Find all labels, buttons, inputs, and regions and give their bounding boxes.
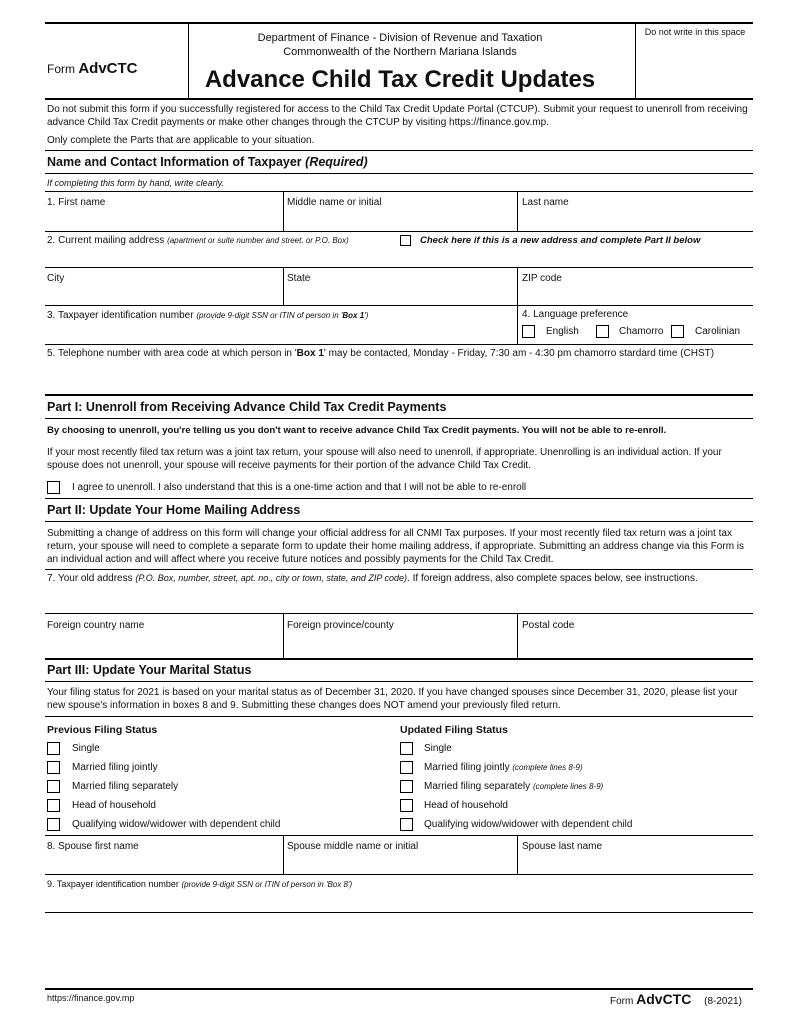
tin-label: 3. Taxpayer identification number (provide 9-digit SSN or ITIN of person in 'Box 1') bbox=[47, 310, 369, 321]
zip-label: ZIP code bbox=[522, 273, 562, 284]
zip-field[interactable] bbox=[518, 267, 753, 305]
tin-row-bottom-rule bbox=[45, 344, 753, 345]
updated-status-heading: Updated Filing Status bbox=[400, 724, 508, 736]
upd-head-checkbox[interactable] bbox=[400, 799, 413, 812]
language-carolinian-label: Carolinian bbox=[695, 326, 741, 337]
upd-single-label: Single bbox=[424, 743, 452, 754]
part3-paragraph: Your filing status for 2021 is based on your marital status as of December 31, 2020. If you have changed spouses since December 31, 2020, please list your new spouse's information in boxes 8 and 9. Submitting these changes does NOT amend your previously filed return. bbox=[47, 687, 738, 711]
upd-joint-label: Married filing jointly (complete lines 8-9) bbox=[424, 762, 583, 773]
state-label: State bbox=[287, 273, 311, 284]
contact-heading: Name and Contact Information of Taxpayer (Required) bbox=[47, 155, 368, 169]
prev-joint-label: Married filing jointly bbox=[72, 762, 158, 773]
foreign-country-label: Foreign country name bbox=[47, 620, 145, 631]
footer-revision: (8-2021) bbox=[704, 996, 742, 1007]
old-address-field[interactable] bbox=[45, 587, 753, 613]
foreign-country-field[interactable] bbox=[45, 613, 283, 658]
prev-widow-label: Qualifying widow/widower with dependent child bbox=[72, 819, 281, 830]
new-address-check-label: Check here if this is a new address and complete Part II below bbox=[420, 235, 701, 246]
contact-heading-top-rule bbox=[45, 150, 753, 151]
footer-url: https://finance.gov.mp bbox=[47, 993, 135, 1003]
spouse-middle-label: Spouse middle name or initial bbox=[287, 841, 419, 852]
language-chamorro-label: Chamorro bbox=[619, 326, 664, 337]
header-bottom-rule bbox=[45, 98, 753, 100]
part1-top-rule bbox=[45, 394, 753, 396]
tin-note: (provide 9-digit SSN or ITIN of person in 'Box 1') bbox=[196, 311, 369, 320]
mailing-address-label: 2. Current mailing address (apartment or suite number and street, or P.O. Box) bbox=[47, 235, 349, 246]
prev-single-checkbox[interactable] bbox=[47, 742, 60, 755]
language-english-checkbox[interactable] bbox=[522, 325, 535, 338]
old-address-note: (P.O. Box, number, street, apt. no., city or town, state, and ZIP code) bbox=[135, 573, 408, 583]
prev-separate-label: Married filing separately bbox=[72, 781, 179, 792]
part2-top-rule bbox=[45, 498, 753, 499]
form-label: Form bbox=[47, 62, 75, 76]
spouse-tin-note: (provide 9-digit SSN or ITIN of person in 'Box 8') bbox=[181, 880, 353, 889]
upd-separate-note: (complete lines 8-9) bbox=[532, 782, 604, 791]
part1-heading: Part I: Unenroll from Receiving Advance Child Tax Credit Payments bbox=[47, 400, 447, 414]
footer-rule bbox=[45, 988, 753, 990]
form-id bbox=[47, 60, 138, 77]
upd-separate-checkbox[interactable] bbox=[400, 780, 413, 793]
old-address-label: 7. Your old address (P.O. Box, number, street, apt. no., city or town, state, and ZIP code). If foreign address, also complete spaces below, see instructions. bbox=[47, 573, 698, 584]
prev-separate-checkbox[interactable] bbox=[47, 780, 60, 793]
prev-head-checkbox[interactable] bbox=[47, 799, 60, 812]
hand-write-note: If completing this form by hand, write clearly. bbox=[47, 178, 224, 188]
previous-status-heading: Previous Filing Status bbox=[47, 724, 158, 736]
new-address-checkbox[interactable] bbox=[400, 235, 411, 246]
language-chamorro-checkbox[interactable] bbox=[596, 325, 609, 338]
footer-form-id: Form AdvCTC (8-2021) bbox=[610, 991, 742, 1007]
part1-paragraph: If your most recently filed tax return was a joint tax return, your spouse will also need to unenroll, if appropriate. Unenrolling is an individual action. If your spouse does not unenroll, your spouse will receive payments for their portion of the advance Child Tax Credit. bbox=[47, 447, 722, 471]
page-title: Advance Child Tax Credit Updates bbox=[204, 66, 596, 93]
foreign-province-label: Foreign province/county bbox=[287, 620, 394, 631]
department-line-2: Commonwealth of the Northern Mariana Islands bbox=[283, 46, 517, 58]
language-carolinian-checkbox[interactable] bbox=[671, 325, 684, 338]
part2-heading: Part II: Update Your Home Mailing Address bbox=[47, 503, 301, 517]
postal-code-label: Postal code bbox=[522, 620, 575, 631]
part2-heading-rule bbox=[45, 521, 753, 522]
prev-joint-checkbox[interactable] bbox=[47, 761, 60, 774]
spouse-first-label: 8. Spouse first name bbox=[47, 841, 139, 852]
upd-widow-label: Qualifying widow/widower with dependent child bbox=[424, 819, 633, 830]
upd-joint-note: (complete lines 8-9) bbox=[512, 763, 583, 772]
spouse-middle-field[interactable] bbox=[284, 835, 517, 874]
part1-heading-rule bbox=[45, 418, 753, 419]
first-name-field[interactable] bbox=[45, 191, 283, 231]
header-divider-right bbox=[635, 22, 636, 99]
phone-field[interactable] bbox=[45, 362, 753, 394]
spouse-first-field[interactable] bbox=[45, 835, 283, 874]
mailing-address-note: (apartment or suite number and street, or P.O. Box) bbox=[167, 236, 349, 245]
office-use-box: Do not write in this space bbox=[644, 27, 746, 37]
spouse-tin-bottom-rule bbox=[45, 912, 753, 913]
foreign-province-field[interactable] bbox=[284, 613, 517, 658]
city-label: City bbox=[47, 273, 65, 284]
spouse-last-field[interactable] bbox=[518, 835, 753, 874]
part1-bold-statement: By choosing to unenroll, you're telling us you don't want to receive advance Child Tax Credit payments. You will not be able to re-enroll. bbox=[47, 425, 667, 436]
prev-widow-checkbox[interactable] bbox=[47, 818, 60, 831]
part2-para-rule bbox=[45, 569, 753, 570]
required-note: (Required) bbox=[305, 155, 368, 169]
header-divider-left bbox=[188, 22, 189, 99]
upd-joint-checkbox[interactable] bbox=[400, 761, 413, 774]
prev-single-label: Single bbox=[72, 743, 100, 754]
intro-paragraph: Do not submit this form if you successfully registered for access to the Child Tax Credit Update Portal (CTCUP). Submit your request to unenroll from receiving advance Child Tax Credit payments or make other changes through the CTCUP by visiting https://finance.gov.mp. bbox=[47, 104, 748, 128]
spouse-row-bottom-rule bbox=[45, 874, 753, 875]
last-name-field[interactable] bbox=[518, 191, 753, 231]
upd-widow-checkbox[interactable] bbox=[400, 818, 413, 831]
contact-heading-bottom-rule bbox=[45, 173, 753, 174]
first-name-label: 1. First name bbox=[47, 197, 106, 208]
spouse-last-label: Spouse last name bbox=[522, 841, 603, 852]
part3-heading: Part III: Update Your Marital Status bbox=[47, 663, 252, 677]
upd-single-checkbox[interactable] bbox=[400, 742, 413, 755]
last-name-label: Last name bbox=[522, 197, 569, 208]
prev-head-label: Head of household bbox=[72, 800, 156, 811]
tin-field[interactable] bbox=[45, 305, 517, 344]
header-top-rule bbox=[45, 22, 753, 24]
part3-heading-rule bbox=[45, 681, 753, 682]
spouse-tin-field[interactable] bbox=[45, 892, 753, 912]
name-row-bottom-rule bbox=[45, 231, 753, 232]
postal-code-field[interactable] bbox=[518, 613, 753, 658]
form-name: AdvCTC bbox=[78, 60, 138, 77]
footer-form-name: AdvCTC bbox=[636, 991, 692, 1007]
language-label: 4. Language preference bbox=[522, 309, 629, 320]
part3-top-rule bbox=[45, 658, 753, 660]
unenroll-agree-checkbox[interactable] bbox=[47, 481, 60, 494]
unenroll-agree-label: I agree to unenroll. I also understand that this is a one-time action and that I will not be able to re-enroll bbox=[72, 482, 527, 493]
upd-separate-label: Married filing separately (complete lines 8-9) bbox=[424, 781, 604, 792]
mailing-address-field[interactable] bbox=[45, 247, 753, 267]
language-english-label: English bbox=[546, 326, 579, 337]
upd-head-label: Head of household bbox=[424, 800, 508, 811]
middle-name-label: Middle name or initial bbox=[287, 197, 382, 208]
city-field[interactable] bbox=[45, 267, 283, 305]
department-line-1: Department of Finance - Division of Revenue and Taxation bbox=[257, 32, 543, 44]
intro-parts-note: Only complete the Parts that are applicable to your situation. bbox=[47, 135, 315, 146]
part3-para-rule bbox=[45, 716, 753, 717]
state-field[interactable] bbox=[284, 267, 517, 305]
middle-name-field[interactable] bbox=[284, 191, 517, 231]
phone-label: 5. Telephone number with area code at which person in 'Box 1' may be contacted, Monday - Friday, 7:30 am - 4:30 pm chamorro stardard time (CHST) bbox=[47, 348, 715, 359]
spouse-tin-label: 9. Taxpayer identification number (provide 9-digit SSN or ITIN of person in 'Box 8') bbox=[47, 879, 353, 889]
part2-paragraph: Submitting a change of address on this form will change your official address for all CNMI Tax purposes. If your most recently filed tax return was a joint tax return, your spouse will need to complete a separate form to update their home mailing address, if appropriate. Submitting an address change via this Form is an individual action and will affect where you receive future notices and possibly payments for the Child Tax Credit. bbox=[47, 528, 745, 565]
